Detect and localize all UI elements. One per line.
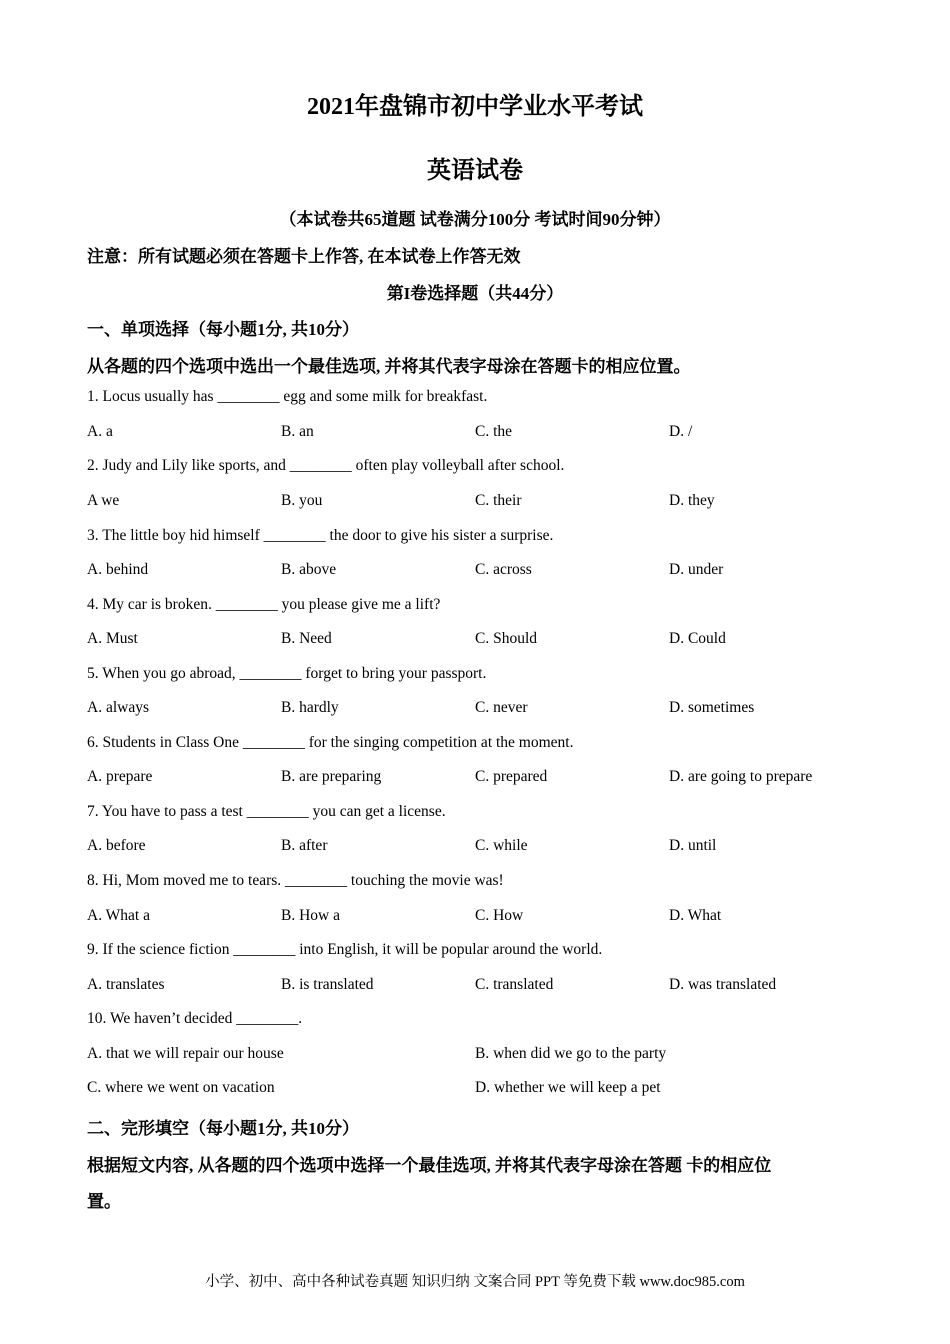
question-stem: 9. If the science fiction ________ into English, it will be popular around the world. [87,941,603,958]
option-b: B. an [281,423,314,440]
question-options [87,699,867,721]
option-d: D. are going to prepare [669,768,813,785]
question-options [87,561,867,583]
option-c: C. translated [475,976,554,993]
option-a: A. always [87,699,149,716]
question-stem: 4. My car is broken. ________ you please give me a lift? [87,596,441,613]
option-d: D. / [669,423,693,440]
question-stem: 5. When you go abroad, ________ forget to bring your passport. [87,665,487,682]
question-stem: 3. The little boy hid himself ________ the door to give his sister a surprise. [87,527,554,544]
option-a: A. prepare [87,768,153,785]
exam-title: 2021年盘锦市初中学业水平考试 [307,94,643,120]
question-stem: 2. Judy and Lily like sports, and ________ often play volleyball after school. [87,457,565,474]
option-c: C. their [475,492,522,509]
option-c: C. the [475,423,513,440]
option-b: B. you [281,492,323,509]
option-a: A. What a [87,907,150,924]
option-d: D. What [669,907,722,924]
option-d: D. until [669,837,717,854]
question-options [87,423,867,445]
option-a: A. Must [87,630,138,647]
question-options [87,630,867,652]
part-heading: 第I卷选择题（共44分） [386,284,564,303]
option-a: A. that we will repair our house [87,1045,284,1062]
question-options [87,907,867,929]
option-c: C. Should [475,630,538,647]
option-b: B. How a [281,907,340,924]
option-d: D. was translated [669,976,777,993]
option-b: B. are preparing [281,768,382,785]
question-stem: 7. You have to pass a test ________ you can get a license. [87,803,446,820]
option-b: B. Need [281,630,332,647]
question-options [87,976,867,998]
section1-heading: 一、单项选择（每小题1分, 共10分） [87,320,359,339]
option-b: B. when did we go to the party [475,1045,667,1062]
option-a: A. translates [87,976,165,993]
question-stem: 1. Locus usually has ________ egg and some milk for breakfast. [87,388,488,405]
question-stem: 8. Hi, Mom moved me to tears. ________ touching the movie was! [87,872,504,889]
option-c: C. while [475,837,528,854]
exam-info: （本试卷共65道题 试卷满分100分 考试时间90分钟） [279,210,671,229]
exam-subject: 英语试卷 [427,158,523,184]
option-c: C. where we went on vacation [87,1079,275,1096]
question-options [87,837,867,859]
option-a: A we [87,492,120,509]
option-a: A. behind [87,561,149,578]
option-c: C. How [475,907,524,924]
option-d: D. under [669,561,724,578]
option-a: A. a [87,423,113,440]
option-d: D. Could [669,630,726,647]
section2-heading: 二、完形填空（每小题1分, 共10分） [87,1119,359,1138]
question-options [87,492,867,514]
option-c: C. across [475,561,532,578]
option-b: B. hardly [281,699,339,716]
page-footer: 小学、初中、高中各种试卷真题 知识归纳 文案合同 PPT 等免费下载 www.doc985.com [205,1274,745,1290]
option-b: B. above [281,561,337,578]
section2-instruction: 根据短文内容, 从各题的四个选项中选择一个最佳选项, 并将其代表字母涂在答题 卡的相应位 [87,1156,772,1175]
question-stem: 10. We haven’t decided ________. [87,1010,303,1027]
option-d: D. they [669,492,715,509]
option-c: C. prepared [475,768,548,785]
option-a: A. before [87,837,146,854]
option-c: C. never [475,699,528,716]
option-b: B. after [281,837,328,854]
question-options [87,768,867,790]
option-d: D. sometimes [669,699,755,716]
question-options [87,1079,867,1101]
section1-instruction: 从各题的四个选项中选出一个最佳选项, 并将其代表字母涂在答题卡的相应位置。 [87,357,691,376]
option-d: D. whether we will keep a pet [475,1079,661,1096]
option-b: B. is translated [281,976,374,993]
notice: 注意：所有试题必须在答题卡上作答, 在本试卷上作答无效 [87,247,521,266]
section2-instruction-cont: 置。 [87,1192,121,1211]
question-options [87,1045,867,1067]
question-stem: 6. Students in Class One ________ for the singing competition at the moment. [87,734,574,751]
